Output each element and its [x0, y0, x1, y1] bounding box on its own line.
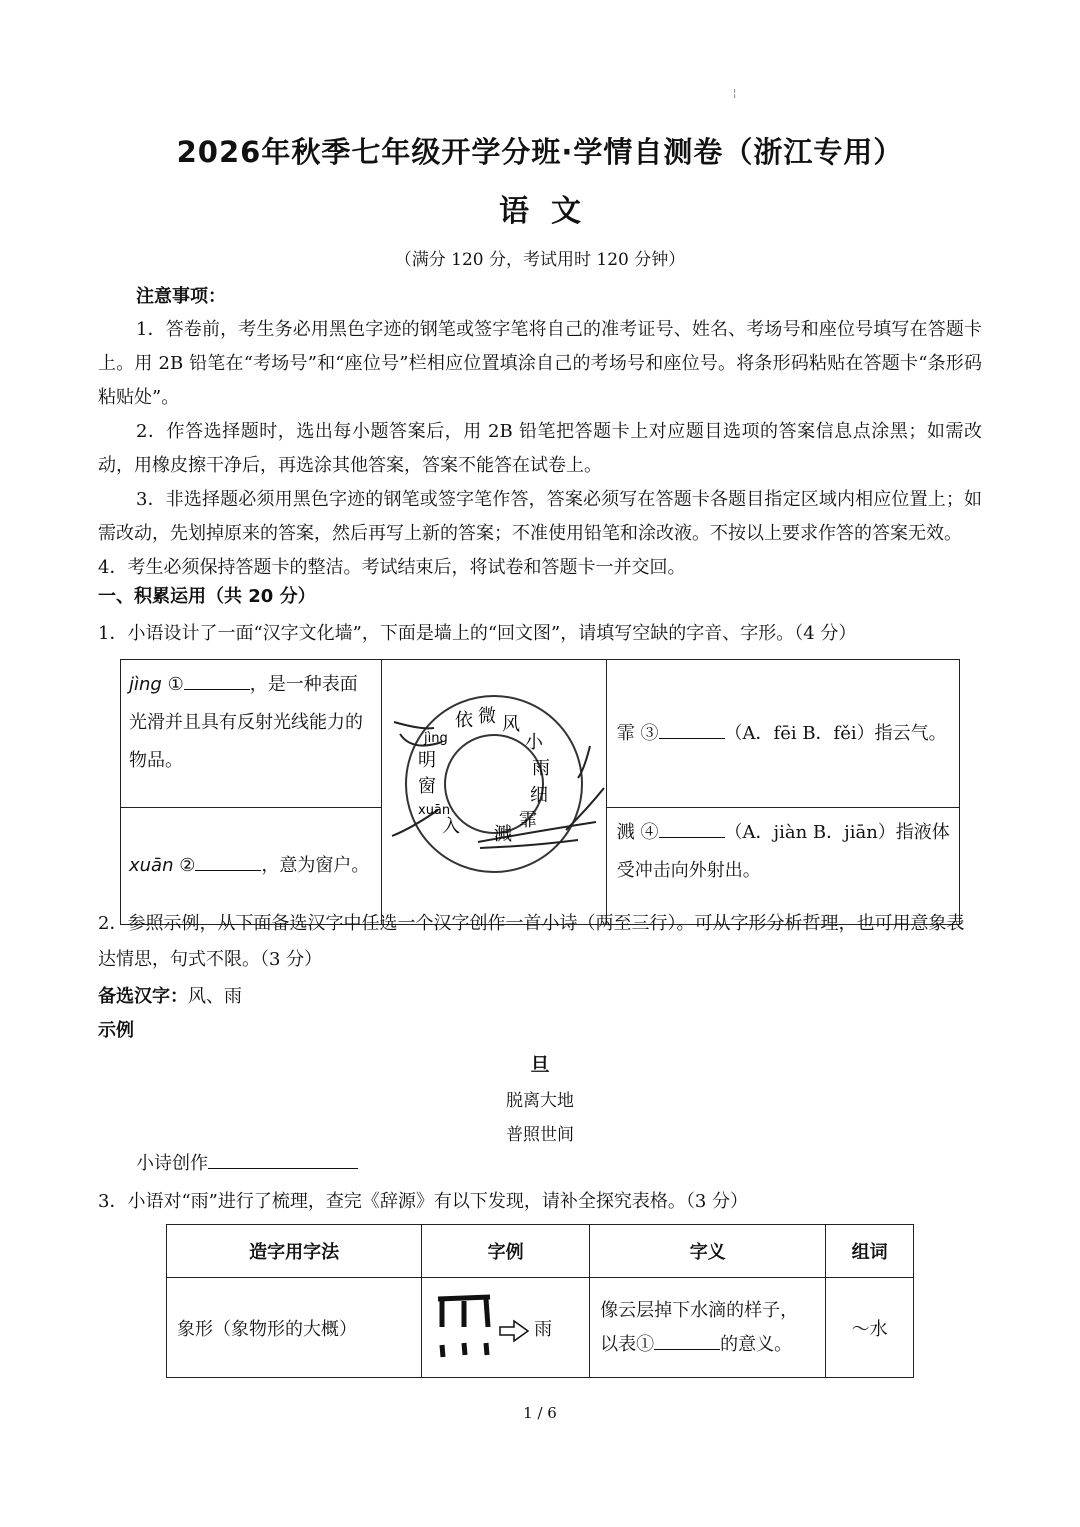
- q2-prompt: 2．参照示例，从下面备选汉字中任选一个汉字创作一首小诗（两至三行）。可从字形分析哲理，也可用意象表达情思，句式不限。（3 分）: [98, 913, 965, 970]
- poem-line-3: 普照世间: [506, 1125, 574, 1145]
- q1-cell-a: [121, 660, 382, 808]
- q3-meaning-line-2: 以表① 的意义。: [600, 1328, 824, 1362]
- q3-example-cell: [422, 1278, 590, 1378]
- wheel-diagram-cell: [381, 660, 606, 925]
- blank-num-2: ②: [179, 855, 196, 877]
- wheel-char: 入: [441, 816, 460, 837]
- blank-num-4: ④: [640, 822, 659, 844]
- char-fei: 霏: [616, 722, 635, 744]
- wheel-char: 微: [477, 706, 496, 727]
- pinyin-jing: jìng: [129, 674, 162, 695]
- wheel-char: 霏: [518, 810, 537, 831]
- q1-cell-d-options: （A．jiàn B．jiān）指液体受冲击向外射出。: [616, 822, 950, 882]
- q2-example-label: 示例: [98, 1020, 134, 1041]
- q3-method-cell: 象形（象物形的大概）: [167, 1278, 422, 1378]
- notice-item-4: 4．考生必须保持答题卡的整洁。考试结束后，将试卷和答题卡一并交回。: [98, 557, 686, 578]
- wheel-char: 小: [524, 732, 543, 753]
- notice-item-1: 1．答卷前，考生务必用黑色字迹的钢笔或签字笔将自己的准考证号、姓名、考场号和座位号填写在答题卡上。用 2B 铅笔在“考场号”和“座位号”栏相应位置填涂自己的考场号和座位号。将条形码粘贴在答题卡“条形码粘贴处”。: [98, 319, 982, 408]
- q2-answer-label: 小诗创作: [136, 1153, 208, 1174]
- answer-blank-1[interactable]: [184, 669, 250, 690]
- q3-header-example: 字例: [422, 1225, 590, 1278]
- pinyin-xuan: xuān: [129, 855, 174, 877]
- notice-label: 注意事项：: [136, 286, 226, 307]
- q2-answer: [136, 1147, 358, 1181]
- wheel-diagram: [382, 660, 606, 910]
- answer-blank-3[interactable]: [659, 718, 725, 739]
- q2-options-value: 风、雨: [188, 986, 242, 1007]
- q3-header-word: 组词: [826, 1225, 914, 1278]
- q3-word-cell: ～水: [826, 1278, 914, 1378]
- wheel-char: 雨: [531, 758, 550, 779]
- poem-line-1: 旦: [530, 1054, 550, 1076]
- answer-blank-meaning[interactable]: [654, 1329, 720, 1350]
- blank-num-1: ①: [167, 674, 184, 695]
- top-mark: ¦: [733, 88, 737, 99]
- wheel-pinyin-jing: jìng: [423, 731, 448, 746]
- oracle-rain-glyph: [434, 1293, 534, 1363]
- answer-blank-4[interactable]: [659, 817, 725, 838]
- q1-cell-c-options: （A．fēi B．fěi）指云气。: [724, 722, 947, 744]
- answer-blank-2[interactable]: [195, 850, 261, 871]
- poem-line-2: 脱离大地: [506, 1091, 574, 1111]
- q3-header-meaning: 字义: [590, 1225, 826, 1278]
- q3-meaning-cell: [590, 1278, 826, 1378]
- q1-prompt: 1．小语设计了一面“汉字文化墙”，下面是墙上的“回文图”，请填写空缺的字音、字形。（4 分）: [98, 623, 857, 644]
- wheel-char: 依: [454, 710, 473, 731]
- q1-cell-a-text: ，是一种表面光滑并且具有反射光线能力的物品。: [129, 674, 363, 771]
- subject-title: 语文: [499, 194, 603, 229]
- q3-meaning-line-1: 像云层掉下水滴的样子，: [600, 1299, 799, 1321]
- q2-options: [98, 980, 242, 1014]
- exam-meta: （满分 120 分，考试用时 120 分钟）: [394, 250, 686, 270]
- notice-item-3: 3．非选择题必须用黑色字迹的钢笔或签字笔作答，答案必须写在答题卡各题目指定区域内相应位置上；如需改动，先划掉原来的答案，然后再写上新的答案；不准使用铅笔和涂改液。不按以上要求作答的答案无效。: [98, 489, 982, 544]
- wheel-char: 细: [529, 785, 548, 806]
- notice-item-2: 2．作答选择题时，选出每小题答案后，用 2B 铅笔把答题卡上对应题目选项的答案信息点涂黑；如需改动，用橡皮擦干净后，再选涂其他答案，答案不能答在试卷上。: [98, 421, 982, 476]
- wheel-char: 风: [501, 714, 520, 735]
- q2-options-label: 备选汉字：: [98, 986, 188, 1007]
- wheel-char: 明: [417, 750, 436, 771]
- q1-table: [120, 659, 960, 925]
- wheel-char: 窗: [417, 776, 436, 797]
- rain-char: 雨: [534, 1318, 553, 1340]
- q1-cell-b-text: ，意为窗户。: [261, 855, 370, 877]
- poem-answer-blank[interactable]: [208, 1148, 358, 1169]
- exam-title: 2026年秋季七年级开学分班·学情自测卷（浙江专用）: [176, 135, 904, 169]
- notice-list: [98, 313, 982, 585]
- blank-num-3: ③: [640, 722, 659, 744]
- char-jian: 溅: [616, 822, 635, 844]
- wheel-char: 溅: [493, 824, 512, 845]
- q3-table: [166, 1224, 914, 1378]
- q1-cell-c: [606, 660, 959, 808]
- q3-header-method: 造字用字法: [167, 1225, 422, 1278]
- wheel-pinyin-xuan: xuān: [417, 803, 450, 818]
- q3-prompt: 3．小语对“雨”进行了梳理，查完《辞源》有以下发现，请补全探究表格。（3 分）: [98, 1191, 749, 1212]
- page-number: 1 / 6: [523, 1404, 557, 1422]
- section-1-heading: 一、积累运用（共 20 分）: [98, 586, 316, 607]
